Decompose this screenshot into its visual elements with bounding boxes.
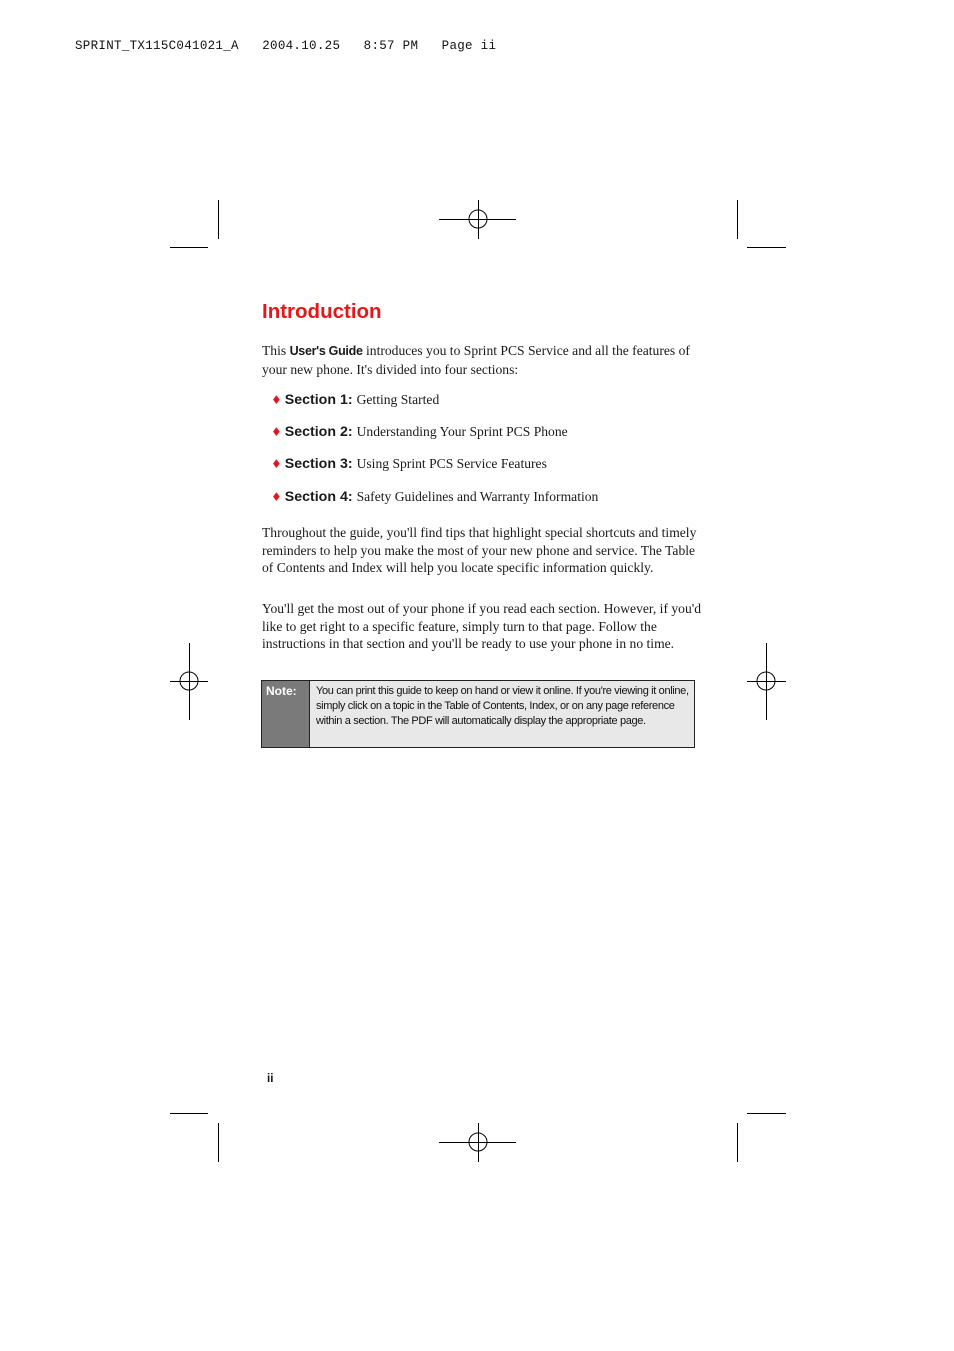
section-label: Section 1: [284, 392, 353, 408]
note-label: Note: [262, 681, 310, 747]
section-item-2 [271, 421, 568, 440]
section-description: Understanding Your Sprint PCS Phone [356, 424, 568, 439]
intro-paragraph [262, 342, 702, 378]
section-item-1 [271, 389, 439, 408]
intro-text-after: introduces you to Sprint PCS Service and all the features of your new phone. It's divided into four sections: [262, 343, 690, 377]
page-number: ii [267, 1073, 274, 1085]
section-label: Section 3: [284, 456, 353, 472]
section-item-3 [271, 453, 547, 472]
print-slug-line: SPRINT_TX115C041021_A 2004.10.25 8:57 PM Page ii [75, 39, 497, 53]
intro-text-before: This [262, 343, 290, 358]
page-title: Introduction [262, 300, 382, 323]
users-guide-emphasis: User's Guide [289, 344, 363, 358]
diamond-bullet-icon: ♦ [271, 457, 282, 471]
section-item-4 [271, 486, 598, 505]
body-paragraph-tips: Throughout the guide, you'll find tips that highlight special shortcuts and timely reminders to help you make the most of your new phone and service. The Table of Contents and Index will help you locate specific information quickly. [262, 525, 697, 576]
section-label: Section 4: [284, 489, 353, 505]
diamond-bullet-icon: ♦ [271, 490, 282, 504]
section-description: Using Sprint PCS Service Features [356, 456, 547, 471]
section-description: Getting Started [356, 392, 440, 407]
section-description: Safety Guidelines and Warranty Information [356, 489, 599, 504]
note-box [261, 680, 695, 748]
diamond-bullet-icon: ♦ [271, 393, 282, 407]
diamond-bullet-icon: ♦ [271, 425, 282, 439]
note-text: You can print this guide to keep on hand or view it online. If you're viewing it online, simply click on a topic in the Table of Contents, Index, or on any page reference within a section. The PDF will automatically display the appropriate page. [316, 685, 689, 727]
section-label: Section 2: [284, 424, 353, 440]
body-paragraph-reading: You'll get the most out of your phone if you read each section. However, if you'd like to get right to a specific feature, simply turn to that page. Follow the instructions in that section and you'll be ready to use your phone in no time. [262, 601, 702, 652]
